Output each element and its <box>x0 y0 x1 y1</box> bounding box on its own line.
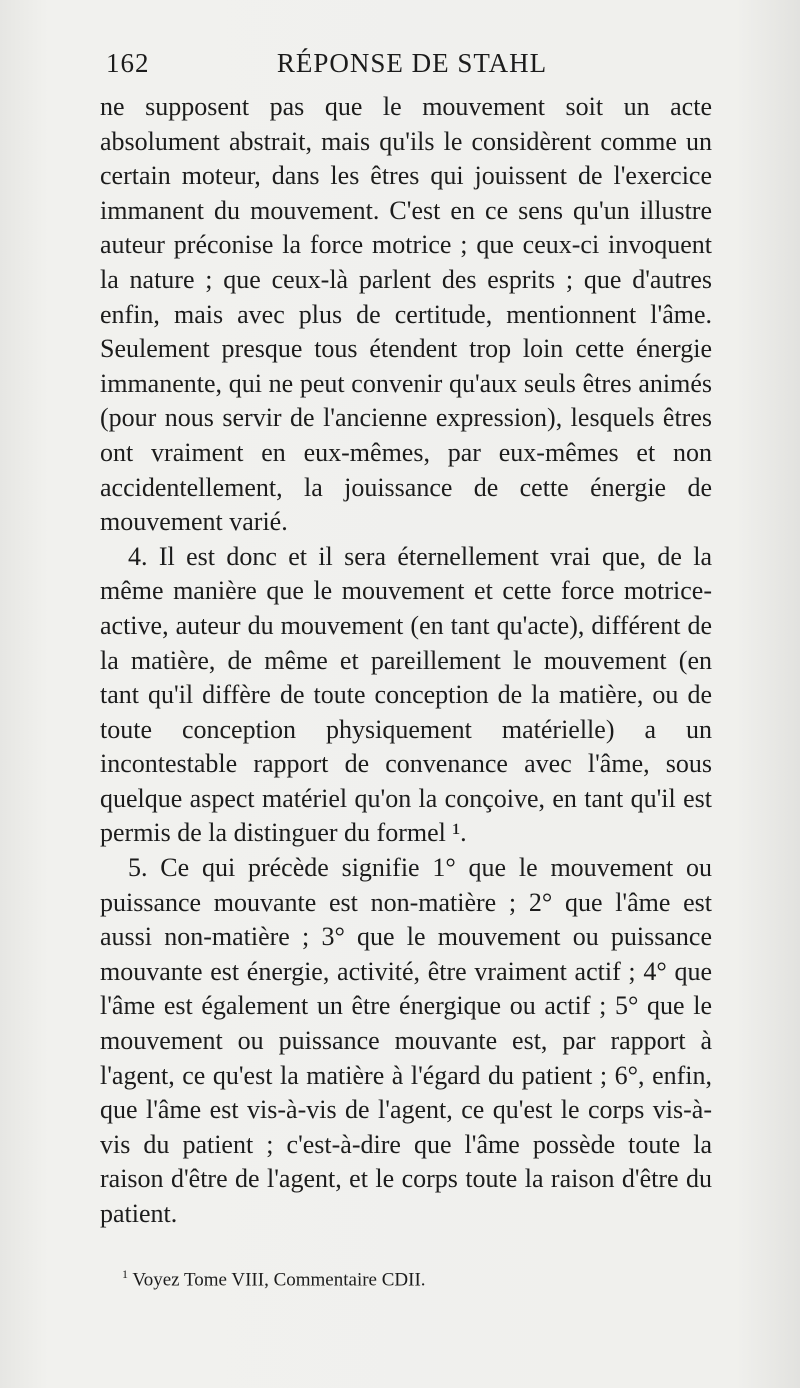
paragraph-3: 5. Ce qui précède signifie 1° que le mouvement ou puissance mouvante est non-matière ; 2° que l'âme est aussi non-matière ; 3° que le mouvement ou puissance mouvante est énergie, activité, être vraiment actif ; 4° que l'âme est également un être énergique ou actif ; 5° que le mouvement ou puissance mouvante est, par rapport à l'agent, ce qu'est la matière à l'égard du patient ; 6°, enfin, que l'âme est vis-à-vis de l'agent, ce qu'est le corps vis-à-vis du patient ; c'est-à-dire que l'âme possède toute la raison d'être de l'agent, et le corps toute la raison d'être du patient. <box>100 853 712 1228</box>
footnote-text: Voyez Tome VIII, Commentaire CDII. <box>132 1269 426 1291</box>
page-number: 162 <box>106 48 150 78</box>
footnote-marker: 1 <box>122 1267 128 1281</box>
running-title: RÉPONSE DE STAHL <box>276 48 548 78</box>
page-header <box>106 48 718 88</box>
paragraph-2: 4. Il est donc et il sera éternellement vrai que, de la même manière que le mouvement et cette force motrice-active, auteur du mouvement (en tant qu'acte), différent de la matière, de même et pareillement le mouvement (en tant qu'il diffère de toute conception de la matière, ou de toute conception physiquement matérielle) a un incontestable rapport de convenance avec l'âme, sous quelque aspect matériel qu'on la conçoive, en tant qu'il est permis de la distinguer du formel ¹. <box>100 541 712 848</box>
body-text <box>100 90 712 1232</box>
paragraph-1: ne supposent pas que le mouvement soit un acte absolument abstrait, mais qu'ils le considèrent comme un certain moteur, dans les êtres qui jouissent de l'exercice immanent du mouvement. C'est en ce sens qu'un illustre auteur préconise la force motrice ; que ceux-ci invoquent la nature ; que ceux-là parlent des esprits ; que d'autres enfin, mais avec plus de certitude, mentionnent l'âme. Seulement presque tous étendent trop loin cette énergie immanente, qui ne peut convenir qu'aux seuls êtres animés (pour nous servir de l'ancienne expression), lesquels êtres ont vraiment en eux-mêmes, par eux-mêmes et non accidentellement, la jouissance de cette énergie de mouvement varié. <box>100 92 712 537</box>
footnote <box>122 1262 722 1292</box>
